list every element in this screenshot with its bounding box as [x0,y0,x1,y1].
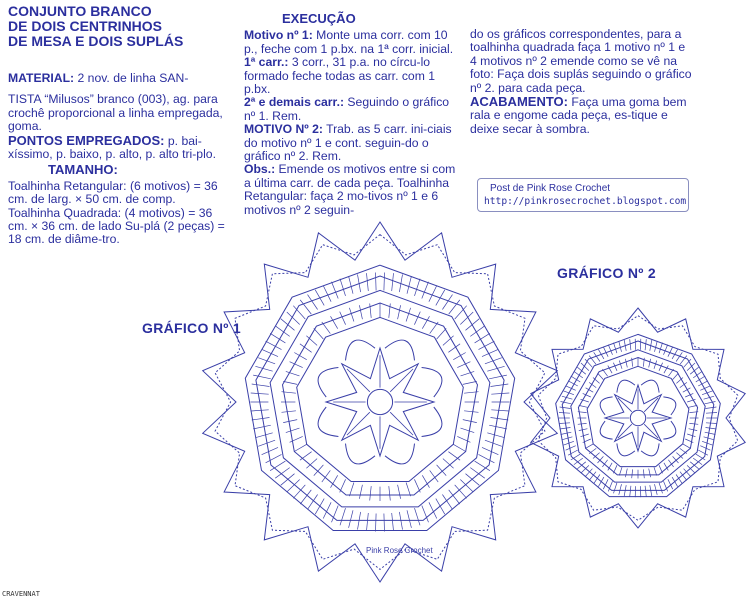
title-line-3: DE MESA E DOIS SUPLÁS [8,33,184,49]
motivo1-label: Motivo nº 1: [244,28,313,43]
g1-stitch-inner [340,479,346,492]
g1-stitch [262,447,278,454]
g2-stitch-inner [649,359,651,368]
g1-stitch [367,513,369,531]
g1-stitch [479,341,495,349]
g1-stitch-inner [398,485,401,499]
g1-stitch [255,366,272,371]
right-text-1: do os gráficos correspondentes, para a toalhinha quadrada faça 1 motivo nº 1 e 4 motivos nº 2 emende como se vê na foto: Faça dois suplás seguindo o gráfico nº 2. para cada peça. [470,27,692,95]
g2-stitch [645,486,646,497]
g2-stitch [619,484,622,495]
g2-stitch [630,339,631,350]
g1-stitch [489,425,507,429]
grafico-1-label: GRÁFICO Nº 1 [142,320,241,336]
g2-stitch [619,341,622,352]
g2-arch [600,421,612,439]
g1-stitch-inner [282,411,296,413]
g1-stitch [422,282,429,299]
g1-stitch-inner [463,381,477,384]
g2-stitch [706,407,717,409]
g1-stitch-inner [349,483,354,497]
g2-stitch-inner [654,467,657,475]
g1-stitch-inner [322,322,331,334]
g1-arch [318,407,338,437]
g1-stitch-inner [349,308,354,322]
g1-stitch [392,513,394,531]
g2-stitch-inner [625,469,627,478]
g1-stitch-inner [359,485,362,499]
g2-stitch-inner [659,465,663,473]
g2-stitch-inner [581,434,589,437]
g2-stitch-inner [632,469,633,478]
g1-stitch [470,468,485,479]
obs-text: Emende os motivos entre si com a última carr. de cada peça. Toalhinha Retangular: faça 2 mo-tivos nº 1 e 6 motivos nº 2 seguin- [244,162,456,217]
g2-stitch [560,407,571,409]
g1-stitch-inner [453,444,465,451]
g2-stitch [705,402,716,404]
g2-stitch-inner [602,369,607,376]
g2-stitch [687,465,695,473]
execucao-heading: EXECUÇÃO [282,11,356,26]
g2-stitch-inner [689,423,698,424]
g2-arch [663,421,675,439]
credit-url: http://pinkrosecrochet.blogspot.com [484,196,687,207]
g2-stitch [581,465,589,473]
g1-stitch [415,279,421,296]
g1-stitch-inner [461,428,475,433]
g1-stitch [482,447,498,454]
g1-arch [346,340,376,360]
motivo2-text: Trab. as 5 carr. ini-ciais do motivo nº 1 e cont. seguin-do o gráfico nº 2. Rem. [244,122,452,164]
g1-stitch [340,508,346,525]
credit-line-1: Post de Pink Rose Crochet [490,183,611,194]
motivo2-label: MOTIVO Nº 2: [244,122,323,137]
g1-stitch-inner [463,420,477,423]
acabamento-text: Faça uma goma bem rala e engome cada peça, es-tique e deixe secar à sombra. [470,95,687,136]
g1-stitch [485,358,502,364]
g1-ring-3 [283,303,478,495]
g1-stitch [491,410,509,411]
g2-arch [600,397,612,415]
g2-center-ring [630,410,645,425]
g1-stitch [415,508,421,525]
carr2-label: 2ª e demais carr.: [244,95,345,110]
g1-stitch-inner [464,411,478,413]
g1-stitch-inner [414,479,420,492]
g2-stitch [664,345,668,355]
g1-stitch-inner [331,475,338,487]
g2-stitch [659,483,662,493]
g2-arch [641,380,659,392]
g2-arch [617,380,635,392]
g1-stitch [376,514,377,532]
g1-stitch-inner [340,312,346,325]
toalhinha-retangular: Toalhinha Retangular: (6 motivos) = 36 cm. de larg. × 50 cm. de comp. [8,178,218,207]
g1-stitch-inner [406,483,411,497]
g1-stitch-inner [448,452,460,461]
g2-stitch [577,367,586,374]
g1-stitch [258,358,275,364]
g1-stitch [252,384,270,387]
grafico-2-label: GRÁFICO Nº 2 [557,265,656,281]
g2-stitch [690,367,699,374]
g1-stitch [479,454,495,462]
acabamento-label: ACABAMENTO: [470,94,568,110]
g2-stitch-inner [689,405,698,407]
g2-stitch [614,343,617,353]
g2-stitch-inner [625,359,627,368]
g1-arch [385,444,415,464]
g2-stitch [655,484,658,495]
g2-stitch [561,432,572,434]
g1-stitch-inner [331,316,338,328]
g2-stitch [672,477,678,487]
g2-stitch [574,458,583,465]
g1-stitch [293,485,305,498]
g1-stitch-inner [422,475,429,487]
g1-stitch [315,290,324,306]
g1-stitch [252,418,270,421]
g1-arch [385,340,415,360]
g1-stitch [429,286,437,302]
g1-arch [422,368,442,398]
g2-stitch [561,402,572,404]
g2-arch [617,443,635,455]
material-text-1: 2 nov. de linha SAN- [74,71,189,85]
g2-stitch-inner [673,373,679,380]
g2-stitch-inner [689,429,698,431]
g1-stitch [340,279,346,296]
g2-stitch [700,446,710,451]
g2-stitch [568,450,578,455]
g1-stitch-inner [406,308,411,322]
tamanho-label: TAMANHO: [48,162,118,178]
g1-stitch-inner [290,362,303,368]
g1-stitch [487,366,504,371]
g1-stitch-inner [437,465,447,476]
g2-stitch [598,477,604,487]
g2-stitch [559,413,570,414]
g2-stitch-inner [579,429,588,431]
g1-stitch [349,276,353,294]
g1-stitch [332,282,339,299]
g1-stitch [251,410,269,411]
carr2-text: Seguindo o gráfico nº 1. Rem. [244,95,450,123]
g1-stitch [287,480,300,493]
g1-stitch [436,290,445,306]
g1-ring-2 [270,290,490,507]
g2-stitch-inner [683,444,691,448]
g2-stitch [559,423,570,424]
grafico-2-diagram [531,308,745,528]
g1-stitch [422,506,429,523]
material-text-2: TISTA “Milusos” branco (003), ag. para crochê proporcional a linha empregada, goma. [8,92,223,134]
g1-stitch [266,454,282,462]
pontos-label: PONTOS EMPREGADOS: [8,132,165,148]
g1-stitch-inner [398,305,401,319]
g2-stitch-inner [579,405,588,407]
g1-stitch [376,273,377,291]
g1-stitch [332,506,339,523]
g2-stitch [659,343,662,353]
title-line-2: DE DOIS CENTRINHOS [8,18,163,34]
g2-stitch [655,341,658,352]
g2-stitch-inner [687,434,695,437]
g1-arch [346,444,376,464]
g1-arch [422,407,442,437]
g1-stitch-inner [286,428,300,433]
motivo1-text: Monte uma corr. com 10 p., feche com 1 p.bx. na 1ª corr. inicial. [244,28,454,56]
g2-stitch-inner [589,448,596,453]
g1-stitch-inner [437,328,447,339]
g2-stitch [560,428,571,430]
g2-arch [663,397,675,415]
g1-stitch [275,468,290,479]
watermark-text: Pink Rose Crochet [366,546,433,555]
g2-arch [641,443,659,455]
title-line-1: CONJUNTO BRANCO [8,3,152,19]
g2-stitch-inner [680,448,687,453]
g1-stitch [466,319,480,331]
g2-stitch [706,413,717,414]
g1-stitch-inner [389,486,391,500]
g1-center-ring [367,389,392,414]
g1-stitch [266,341,282,349]
g1-stitch-inner [283,381,297,384]
g1-stitch [436,499,445,515]
g2-stitch-inner [578,423,587,424]
g1-stitch-inner [294,444,306,451]
g1-stitch-inner [414,312,420,325]
g2-stitch-inner [643,469,644,478]
g2-stitch-inner [668,369,673,376]
g1-stitch [315,499,324,515]
obs-label: Obs.: [244,162,276,177]
carr1-text: 3 corr., 31 p.a. no círcu-lo formado feche todas as carr. com 1 p.bx. [244,55,436,97]
g2-stitch-inner [649,469,651,478]
toalhinha-quadrada: Toalhinha Quadrada: (4 motivos) = 36 cm. × 36 cm. de lado Su-plá (2 peças) = 18 cm. de diâme-tro. [8,205,225,247]
corner-signature: CRAVENNAT [2,590,40,598]
g1-stitch [384,514,385,532]
g1-stitch-inner [430,322,439,334]
g1-stitch [489,375,507,379]
g2-stitch [562,437,573,440]
g2-ring-3 [578,358,697,475]
pontos-text: p. bai-xíssimo, p. baixo, p. alto, p. alto tri-plo. [8,133,216,162]
g2-stitch-inner [613,465,617,473]
g1-arch [318,368,338,398]
g1-stitch-inner [370,486,372,500]
g2-ring-2 [571,350,705,482]
material-label: MATERIAL: [8,71,75,85]
g1-stitch [407,276,411,294]
g1-stitch [349,510,353,528]
g1-stitch [281,319,295,331]
g1-stitch [255,433,272,438]
g2-stitch-inner [586,444,594,448]
g1-stitch-inner [422,316,429,328]
g1-stitch [460,480,473,493]
g1-stitch [251,393,269,394]
g1-stitch [323,286,331,302]
g1-stitch-inner [283,420,297,423]
g2-stitch [614,483,617,493]
g1-stitch-inner [457,362,470,368]
g1-stitch [253,375,271,379]
carr1-label: 1ª carr.: [244,55,289,70]
g1-stitch-inner [314,328,324,339]
g1-stitch-inner [314,465,324,476]
g2-stitch [698,450,708,455]
g2-stitch-inner [598,373,604,380]
g1-stitch-inner [300,452,312,461]
g2-stitch [705,432,716,434]
g2-stitch [706,423,717,424]
grafico-1-diagram [203,222,558,582]
g2-stitch [706,428,717,430]
g1-stitch [487,433,504,438]
g2-stitch [704,437,715,440]
g2-stitch [645,339,646,350]
g1-stitch [407,510,411,528]
g1-stitch [491,393,509,394]
g1-stitch [253,425,271,429]
g2-stitch [630,486,631,497]
g1-stitch [384,273,385,291]
g1-stitch-inner [370,304,372,318]
g1-stitch [455,485,467,498]
g1-stitch [392,273,394,291]
g2-stitch-inner [619,467,622,475]
g1-stitch-inner [359,305,362,319]
g2-stitch [693,458,702,465]
g2-stitch [566,446,576,451]
g1-stitch-inner [389,304,391,318]
g1-stitch [491,418,509,421]
g2-stitch [608,345,612,355]
g1-stitch [491,384,509,387]
g1-stitch [367,273,369,291]
